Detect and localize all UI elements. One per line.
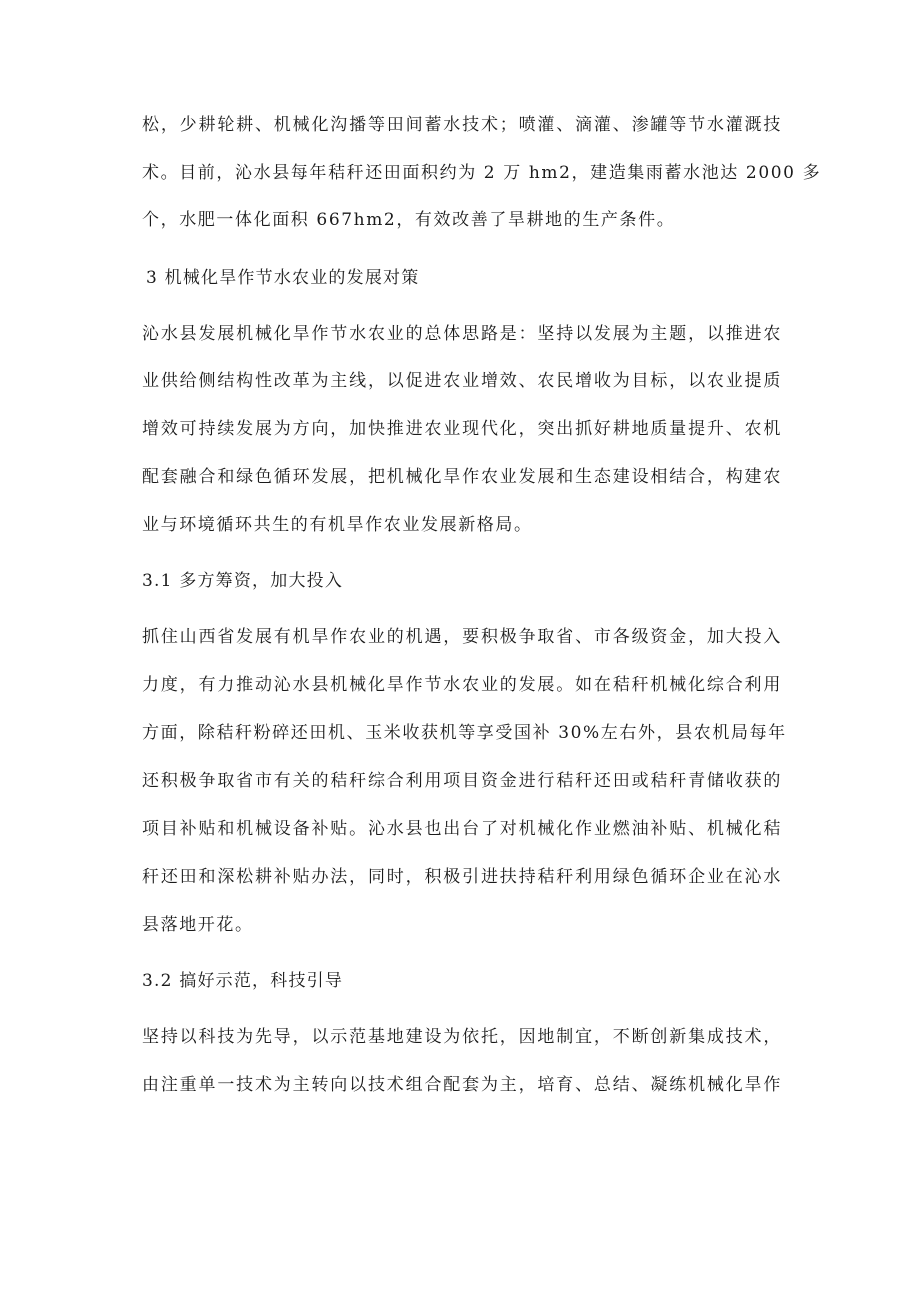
paragraph-line: 术。目前，沁水县每年秸秆还田面积约为 2 万 hm2，建造集雨蓄水池达 2000 多 bbox=[142, 163, 822, 183]
paragraph-line: 秆还田和深松耕补贴办法，同时，积极引进扶持秸秆利用绿色循环企业在沁水 bbox=[142, 867, 782, 887]
section-heading-3-1: 3.1 多方筹资，加大投入 bbox=[142, 571, 344, 591]
paragraph-line: 增效可持续发展为方向，加快推进农业现代化，突出抓好耕地质量提升、农机 bbox=[142, 419, 782, 439]
paragraph-line: 业与环境循环共生的有机旱作农业发展新格局。 bbox=[142, 515, 533, 535]
paragraph-line: 业供给侧结构性改革为主线，以促进农业增效、农民增收为目标，以农业提质 bbox=[142, 371, 782, 391]
paragraph-line: 还积极争取省市有关的秸秆综合利用项目资金进行秸秆还田或秸秆青储收获的 bbox=[142, 771, 782, 791]
paragraph-line: 配套融合和绿色循环发展，把机械化旱作农业发展和生态建设相结合，构建农 bbox=[142, 467, 782, 487]
paragraph-line: 力度，有力推动沁水县机械化旱作节水农业的发展。如在秸秆机械化综合利用 bbox=[142, 675, 782, 695]
paragraph-line: 个，水肥一体化面积 667hm2，有效改善了旱耕地的生产条件。 bbox=[142, 210, 676, 230]
paragraph-line: 抓住山西省发展有机旱作农业的机遇，要积极争取省、市各级资金，加大投入 bbox=[142, 627, 782, 647]
section-heading-3-2: 3.2 搞好示范，科技引导 bbox=[142, 971, 344, 991]
paragraph-line: 松，少耕轮耕、机械化沟播等田间蓄水技术；喷灌、滴灌、渗罐等节水灌溉技 bbox=[142, 115, 782, 135]
paragraph-line: 沁水县发展机械化旱作节水农业的总体思路是：坚持以发展为主题，以推进农 bbox=[142, 324, 782, 344]
paragraph-line: 方面，除秸秆粉碎还田机、玉米收获机等享受国补 30%左右外，县农机局每年 bbox=[142, 723, 787, 743]
paragraph-line: 县落地开花。 bbox=[142, 915, 254, 935]
paragraph-line: 由注重单一技术为主转向以技术组合配套为主，培育、总结、凝练机械化旱作 bbox=[142, 1075, 782, 1095]
paragraph-line: 坚持以科技为先导，以示范基地建设为依托，因地制宜，不断创新集成技术， bbox=[142, 1027, 782, 1047]
section-heading-3: 3 机械化旱作节水农业的发展对策 bbox=[146, 268, 420, 288]
paragraph-line: 项目补贴和机械设备补贴。沁水县也出台了对机械化作业燃油补贴、机械化秸 bbox=[142, 819, 782, 839]
